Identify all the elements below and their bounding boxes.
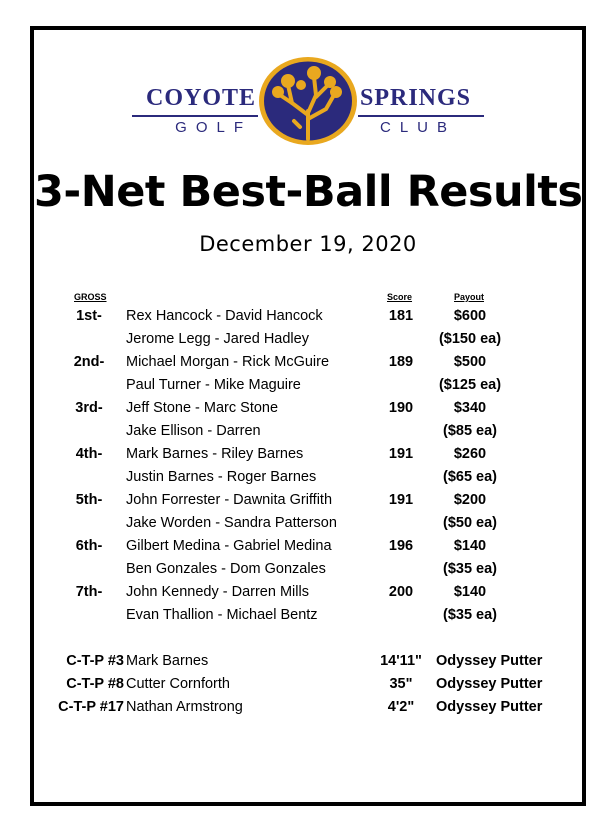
coyote-springs-logo — [128, 55, 488, 147]
ctp-distance: 35" — [389, 676, 413, 692]
ctp-row — [0, 699, 612, 722]
team-payout: ($35 ea) — [442, 607, 497, 623]
ctp-label: C-T-P #8 — [66, 676, 124, 692]
joshua-tree-icon — [256, 55, 360, 147]
team-payout: $140 — [453, 584, 487, 600]
team-names: Paul Turner - Mike Maguire — [126, 377, 301, 393]
team-names: Jake Ellison - Darren — [126, 423, 261, 439]
gross-header: GROSS — [74, 292, 107, 302]
place-label: 5th- — [75, 492, 103, 508]
ctp-row — [0, 676, 612, 699]
ctp-winner: Cutter Cornforth — [126, 676, 230, 692]
team-names: Gilbert Medina - Gabriel Medina — [126, 538, 332, 554]
result-row — [0, 400, 612, 423]
ctp-row — [0, 653, 612, 676]
team-payout: $500 — [453, 354, 487, 370]
team-names: Justin Barnes - Roger Barnes — [126, 469, 317, 485]
team-payout: $200 — [453, 492, 487, 508]
place-label: 3rd- — [75, 400, 103, 416]
team-score: 190 — [388, 400, 414, 416]
place-label: 2nd- — [73, 354, 105, 370]
logo-sub-left: GOLF — [175, 119, 252, 136]
logo-rule-left — [132, 115, 258, 117]
score-header: Score — [387, 292, 413, 302]
result-row — [0, 331, 612, 354]
page-title: 3-Net Best-Ball Results — [34, 167, 583, 217]
result-row — [0, 584, 612, 607]
result-row — [0, 515, 612, 538]
ctp-distance: 14'11" — [380, 653, 422, 669]
team-names: Jake Worden - Sandra Patterson — [126, 515, 337, 531]
team-names: Jeff Stone - Marc Stone — [126, 400, 279, 416]
team-names: Rex Hancock - David Hancock — [126, 308, 323, 324]
result-row — [0, 492, 612, 515]
team-score: 191 — [388, 492, 414, 508]
team-score: 189 — [388, 354, 414, 370]
ctp-distance: 4'2" — [387, 699, 415, 715]
team-payout: $600 — [453, 308, 487, 324]
team-names: John Kennedy - Darren Mills — [126, 584, 309, 600]
logo-word-left: COYOTE — [145, 85, 256, 111]
team-payout: ($50 ea) — [442, 515, 497, 531]
team-score: 191 — [388, 446, 414, 462]
ctp-winner: Mark Barnes — [126, 653, 209, 669]
ctp-label: C-T-P #17 — [58, 699, 124, 715]
team-payout: $140 — [453, 538, 487, 554]
team-payout: ($35 ea) — [442, 561, 497, 577]
result-row — [0, 446, 612, 469]
place-label: 7th- — [75, 584, 103, 600]
result-row — [0, 538, 612, 561]
payout-header: Payout — [454, 292, 485, 302]
team-score: 196 — [388, 538, 414, 554]
result-row — [0, 423, 612, 446]
ctp-label: C-T-P #3 — [66, 653, 124, 669]
event-date: December 19, 2020 — [199, 232, 417, 256]
team-names: Michael Morgan - Rick McGuire — [126, 354, 330, 370]
team-payout: ($85 ea) — [442, 423, 497, 439]
logo-sub-right: CLUB — [380, 119, 457, 136]
logo-left-block — [128, 55, 258, 147]
team-names: Mark Barnes - Riley Barnes — [126, 446, 304, 462]
logo-rule-right — [358, 115, 484, 117]
team-score: 181 — [388, 308, 414, 324]
team-payout: ($65 ea) — [442, 469, 497, 485]
result-row — [0, 377, 612, 400]
ctp-prize: Odyssey Putter — [436, 699, 543, 715]
result-row — [0, 469, 612, 492]
logo-right-block — [358, 55, 488, 147]
team-score: 200 — [388, 584, 414, 600]
ctp-prize: Odyssey Putter — [436, 676, 543, 692]
place-label: 4th- — [75, 446, 103, 462]
team-names: John Forrester - Dawnita Griffith — [126, 492, 333, 508]
result-row — [0, 607, 612, 630]
ctp-winner: Nathan Armstrong — [126, 699, 243, 715]
team-payout: $260 — [453, 446, 487, 462]
place-label: 6th- — [75, 538, 103, 554]
team-payout: ($150 ea) — [438, 331, 502, 347]
team-names: Evan Thallion - Michael Bentz — [126, 607, 318, 623]
result-row — [0, 354, 612, 377]
logo-word-right: SPRINGS — [360, 85, 472, 111]
team-names: Jerome Legg - Jared Hadley — [126, 331, 309, 347]
ctp-prize: Odyssey Putter — [436, 653, 543, 669]
team-payout: ($125 ea) — [438, 377, 502, 393]
result-row — [0, 561, 612, 584]
place-label: 1st- — [76, 308, 102, 324]
result-row — [0, 308, 612, 331]
team-names: Ben Gonzales - Dom Gonzales — [126, 561, 326, 577]
team-payout: $340 — [453, 400, 487, 416]
